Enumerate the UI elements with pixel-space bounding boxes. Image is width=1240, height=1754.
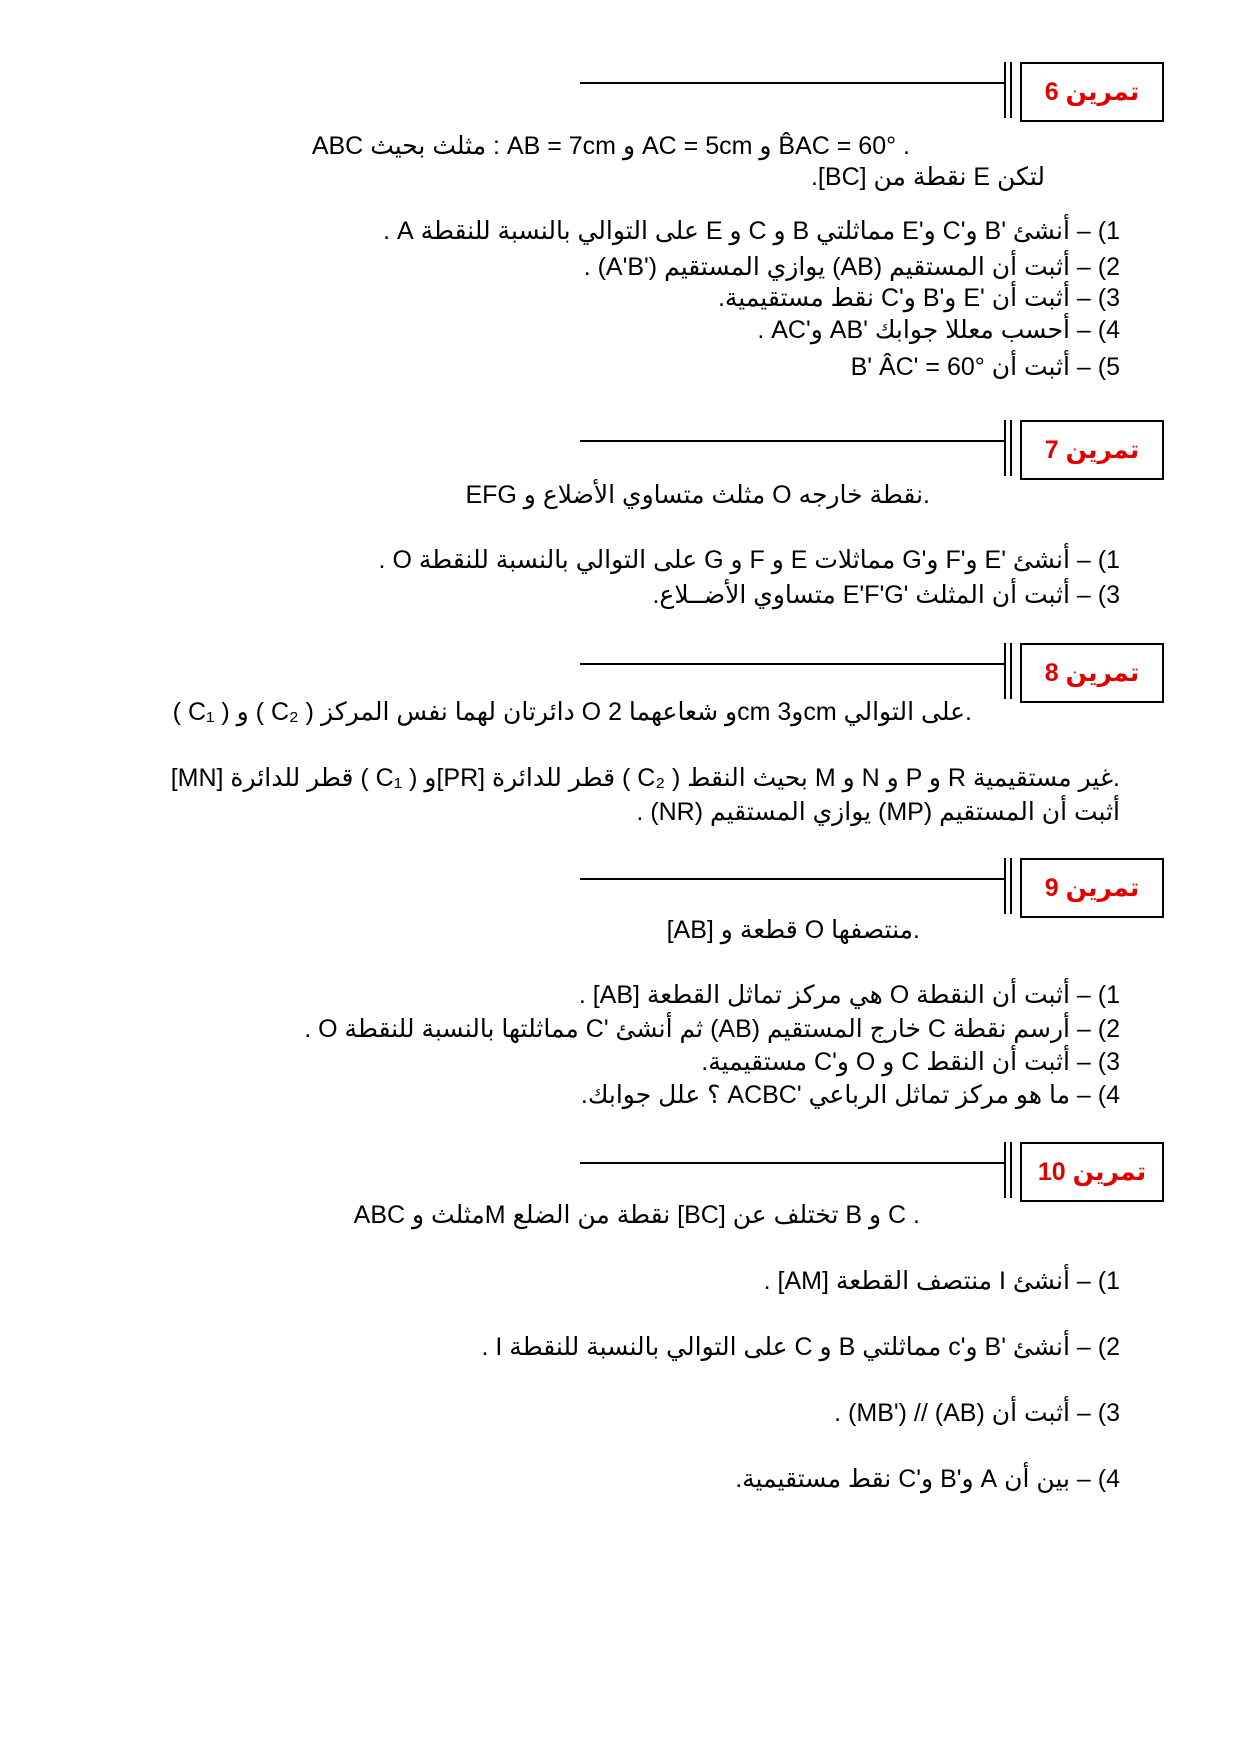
exercise-9-item-4: 4) – ما هو مركز تماثل الرباعي 'ACBC ؟ علل جوابك.: [580, 1081, 1120, 1109]
exercise-8-intro: ( C₁ ) و ( C₂ ) دائرتان لهما نفس المركز O و شعاعهما 2cm و3cm على التوالي.: [172, 698, 972, 726]
exercise-10-title: تمرين 10: [1020, 1142, 1164, 1202]
header-rule: [580, 82, 1005, 84]
exercise-6-item-5: 5) – أثبت أن B' ÂC' = 60°: [850, 353, 1120, 381]
exercise-7-item-1: 1) – أنشئ 'E و'F و'G مماثلات E و F و G على التوالي بالنسبة للنقطة O .: [378, 546, 1120, 574]
header-divider: [1010, 420, 1012, 476]
header-divider: [1004, 1142, 1006, 1198]
exercise-6-item-2: 2) – أثبت أن المستقيم (AB) يوازي المستقيم ('A'B) .: [583, 253, 1120, 281]
exercise-6-title: تمرين 6: [1020, 62, 1164, 122]
header-divider: [1010, 643, 1012, 699]
exercise-9-title: تمرين 9: [1020, 858, 1164, 918]
exercise-10-item-3: 3) – أثبت أن (AB) // ('MB) .: [834, 1399, 1120, 1427]
exercise-7-intro: EFG مثلث متساوي الأضلاع و O نقطة خارجه.: [465, 481, 930, 509]
exercise-10-item-1: 1) – أنشئ I منتصف القطعة [AM] .: [763, 1267, 1120, 1295]
header-divider: [1010, 1142, 1012, 1198]
exercise-8-title: تمرين 8: [1020, 643, 1164, 703]
exercise-6-item-1: 1) – أنشئ 'B و'C و'E مماثلتي B و C و E على التوالي بالنسبة للنقطة A .: [383, 217, 1120, 245]
exercise-7-title: تمرين 7: [1020, 420, 1164, 480]
header-divider: [1004, 643, 1006, 699]
exercise-9-intro: [AB] قطعة و O منتصفها.: [666, 916, 920, 944]
header-divider: [1004, 62, 1006, 118]
exercise-6-header: [0, 62, 1240, 132]
exercise-10-intro: ABC مثلث وM نقطة من الضلع [BC] تختلف عن B و C .: [353, 1201, 920, 1229]
exercise-7-item-2: 3) – أثبت أن المثلث 'E'F'G متساوي الأضــلاع.: [652, 581, 1120, 609]
exercise-10-item-2: 2) – أنشئ 'B و'c مماثلتي B و C على التوالي بالنسبة للنقطة I .: [481, 1333, 1120, 1361]
header-divider: [1004, 420, 1006, 476]
header-rule: [580, 440, 1005, 442]
exercise-8-item-2: أثبت أن المستقيم (MP) يوازي المستقيم (NR) .: [636, 798, 1120, 826]
exercise-8-item-1: [MN] قطر للدائرة ( C₁ ) و[PR] قطر للدائرة ( C₂ ) بحيث النقط M و N و P و R غير مستقيمية.: [170, 764, 1120, 792]
exercise-9-header: [0, 858, 1240, 928]
exercise-9-item-3: 3) – أثبت أن النقط C و O و'C مستقيمية.: [701, 1048, 1120, 1076]
exercise-9-item-1: 1) – أثبت أن النقطة O هي مركز تماثل القطعة [AB] .: [578, 981, 1120, 1009]
exercise-6-item-4: 4) – أحسب معللا جوابك 'AB و'AC .: [757, 316, 1120, 344]
header-divider: [1004, 858, 1006, 914]
header-rule: [580, 1162, 1005, 1164]
header-rule: [580, 663, 1005, 665]
exercise-10-item-4: 4) – بين أن A و'B و'C نقط مستقيمية.: [735, 1465, 1120, 1493]
header-rule: [580, 878, 1005, 880]
header-divider: [1010, 858, 1012, 914]
exercise-9-item-2: 2) – أرسم نقطة C خارج المستقيم (AB) ثم أنشئ 'C مماثلتها بالنسبة للنقطة O .: [304, 1015, 1120, 1043]
exercise-6-item-3: 3) – أثبت أن 'E و'B و'C نقط مستقيمية.: [717, 284, 1120, 312]
header-divider: [1010, 62, 1012, 118]
exercise-6-intro2: لتكن E نقطة من [BC].: [810, 163, 1045, 191]
exercise-6-intro: ABC مثلث بحيث : AB = 7cm و AC = 5cm و B̂AC = 60° .: [311, 132, 910, 160]
